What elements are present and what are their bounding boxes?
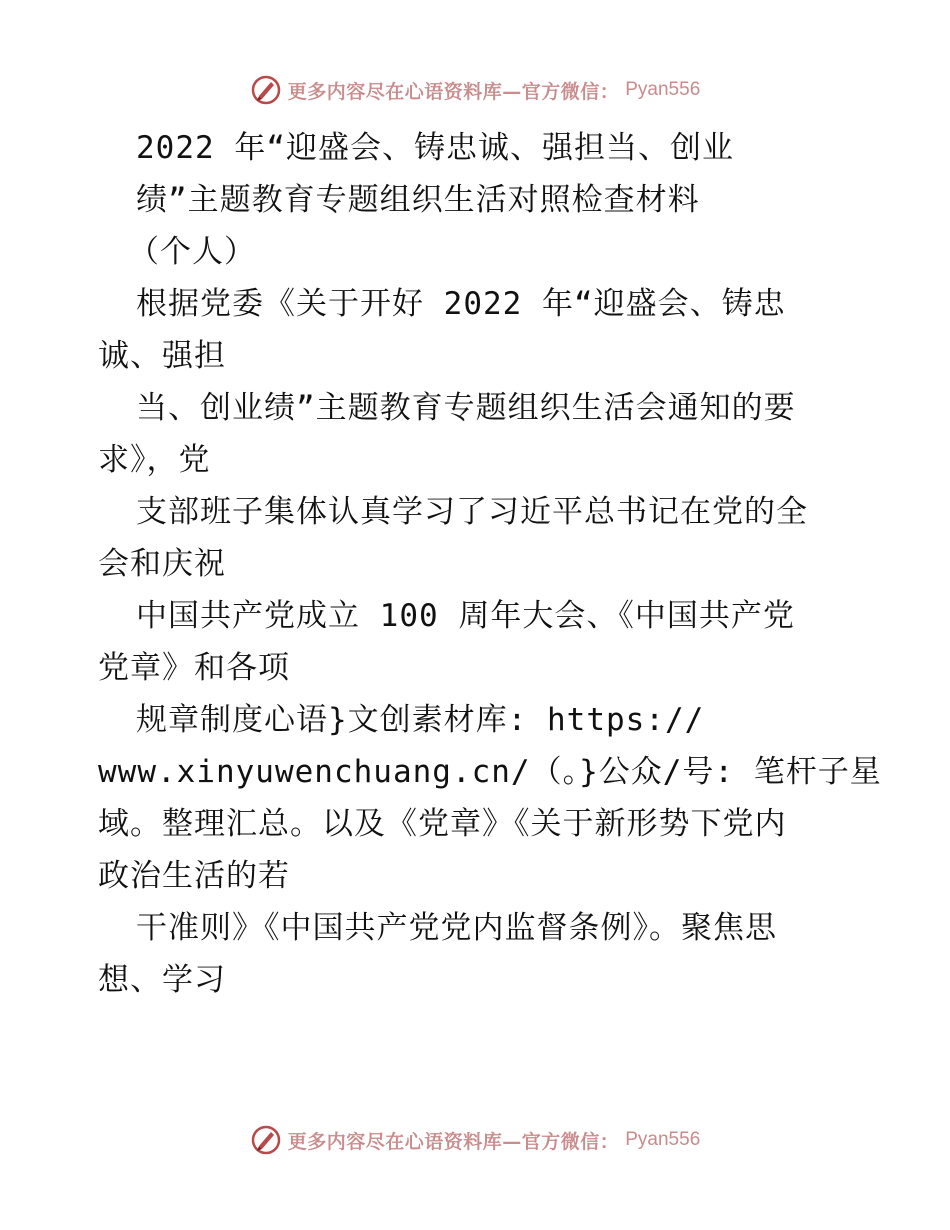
text-line: 诚、强担	[98, 338, 226, 374]
text-line: 绩”主题教育专题组织生活对照检查材料	[136, 182, 700, 218]
text-line: 域。整理汇总。以及《党章》《关于新形势下党内	[98, 806, 787, 842]
text-line: 会和庆祝	[98, 546, 226, 582]
text-line: （个人）	[128, 234, 256, 270]
pen-logo-icon	[250, 74, 282, 106]
text-line: 根据党委《关于开好 2022 年“迎盛会、铸忠	[136, 286, 786, 322]
text-line: 支部班子集体认真学习了习近平总书记在党的全	[136, 494, 808, 530]
text-line: www.xinyuwenchuang.cn/（。}公众/号: 笔杆子星	[98, 754, 882, 790]
pen-logo-icon	[250, 1124, 282, 1156]
header-watermark	[0, 70, 950, 110]
footer-watermark	[0, 1120, 950, 1160]
text-line: 求》，党	[98, 442, 211, 478]
text-line: 中国共产党成立 100 周年大会、《中国共产党	[136, 598, 795, 634]
watermark-handle: Pyan556	[625, 79, 701, 100]
text-line: 2022 年“迎盛会、铸忠诚、强担当、创业	[136, 130, 734, 166]
document-body	[0, 122, 950, 1006]
text-line: 当、创业绩”主题教育专题组织生活会通知的要	[136, 390, 796, 426]
watermark-text: 更多内容尽在心语资料库—官方微信：	[287, 80, 620, 103]
watermark-text: 更多内容尽在心语资料库—官方微信：	[287, 1130, 620, 1153]
text-line: 想、学习	[98, 962, 226, 998]
text-line: 规章制度心语}文创素材库: https://	[136, 702, 705, 738]
watermark-handle: Pyan556	[625, 1129, 701, 1150]
text-line: 政治生活的若	[98, 858, 290, 894]
text-line: 干准则》《中国共产党党内监督条例》。聚焦思	[136, 910, 777, 946]
text-line: 党章》和各项	[98, 650, 290, 686]
